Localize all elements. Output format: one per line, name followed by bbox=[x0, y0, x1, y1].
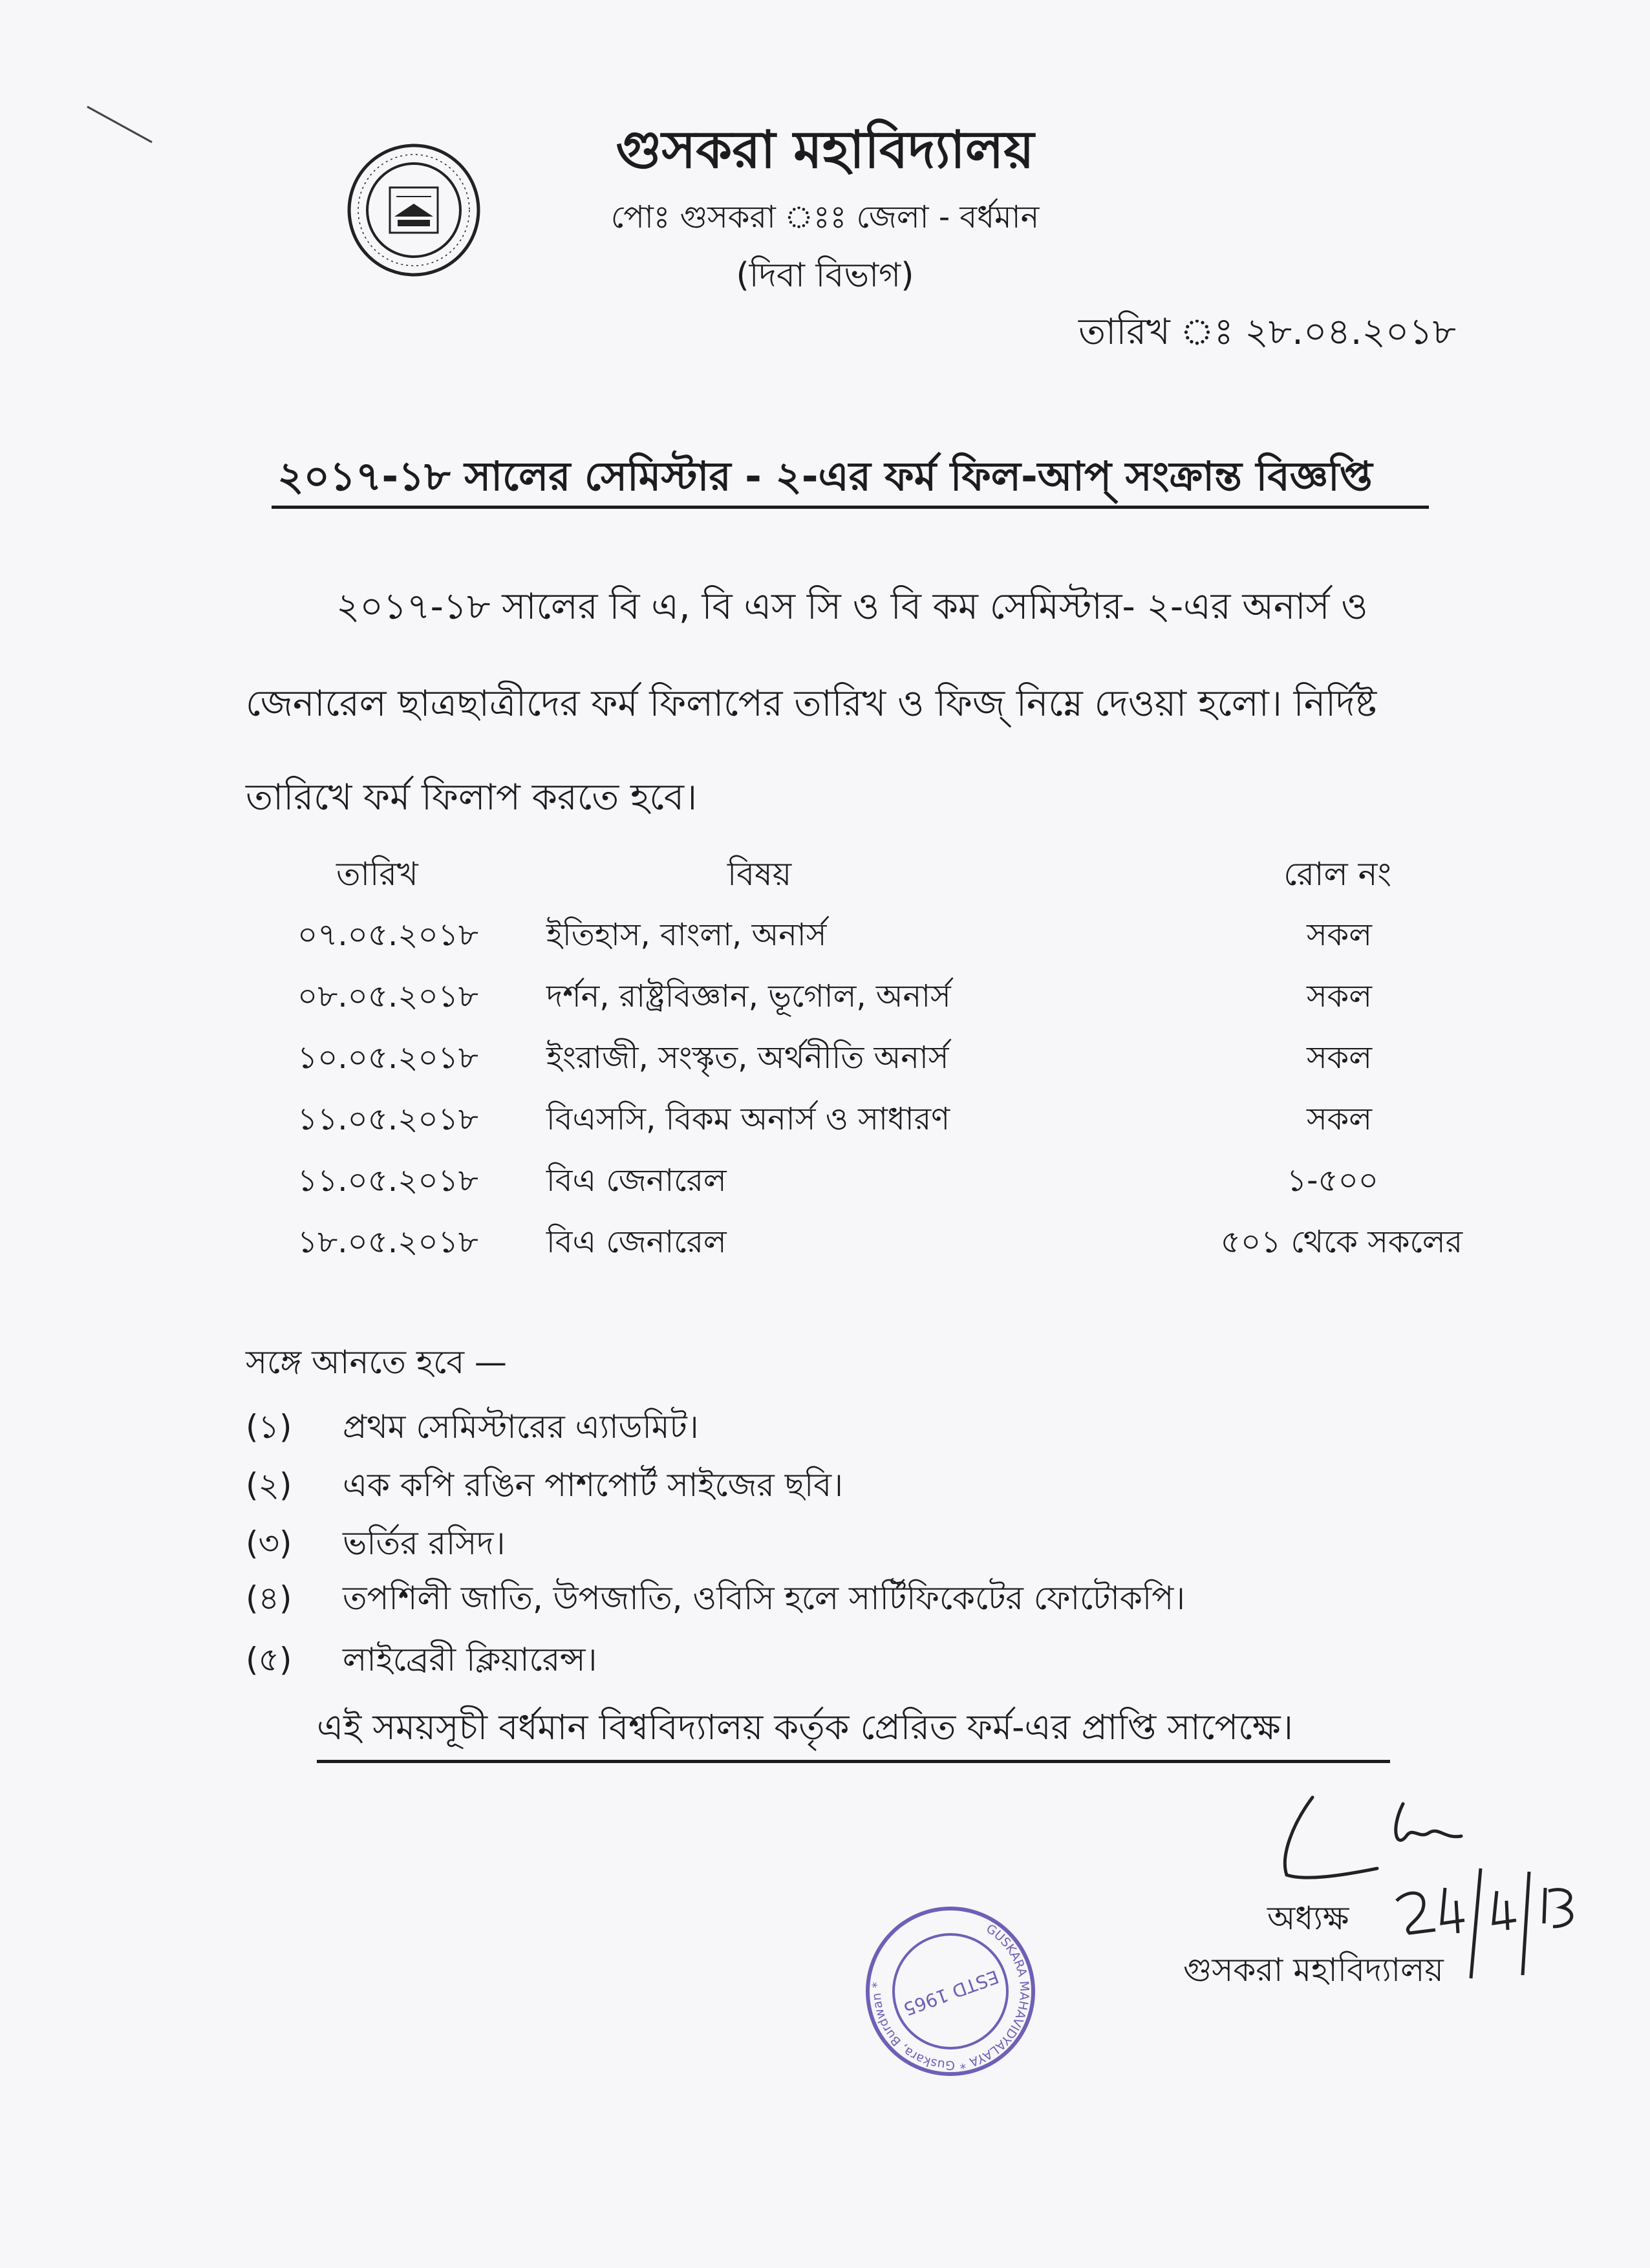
schedule-row-6-date: ১৮.০৫.২০১৮ bbox=[297, 1224, 478, 1260]
footnote-underline bbox=[317, 1760, 1390, 1763]
bring-heading: সঙ্গে আনতে হবে — bbox=[246, 1343, 507, 1381]
schedule-row-3-roll: সকল bbox=[1306, 1040, 1372, 1076]
bring-item-3-number: (৩) bbox=[246, 1524, 292, 1562]
schedule-row-3-date: ১০.০৫.২০১৮ bbox=[297, 1040, 478, 1076]
bring-item-4-text: তপশিলী জাতি, উপজাতি, ওবিসি হলে সার্টিফিকেটের ফোটোকপি। bbox=[343, 1579, 1186, 1617]
schedule-row-6-roll: ৫০১ থেকে সকলের bbox=[1220, 1224, 1462, 1260]
schedule-row-6-subject: বিএ জেনারেল bbox=[546, 1224, 727, 1260]
stamp-ring-text: GUSKARA MAHAVIDYALAYA * Guskara, Burdwan * bbox=[869, 1921, 1032, 2073]
college-name: গুসকরা মহাবিদ্যালয় bbox=[616, 120, 1034, 180]
college-shift: (দিবা বিভাগ) bbox=[736, 256, 914, 295]
schedule-row-2-subject: দর্শন, রাষ্ট্রবিজ্ঞান, ভূগোল, অনার্স bbox=[546, 978, 951, 1014]
stamp-center-text: ESTD 1965 bbox=[900, 1965, 1002, 2020]
schedule-row-2-roll: সকল bbox=[1306, 978, 1372, 1014]
notice-paragraph-line-1: ২০১৭-১৮ সালের বি এ, বি এস সি ও বি কম সেমিস্টার- ২-এর অনার্স ও bbox=[336, 586, 1368, 628]
schedule-row-5-roll: ১-৫০০ bbox=[1286, 1162, 1378, 1199]
schedule-row-4-subject: বিএসসি, বিকম অনার্স ও সাধারণ bbox=[546, 1101, 950, 1137]
schedule-row-3-subject: ইংরাজী, সংস্কৃত, অর্থনীতি অনার্স bbox=[546, 1040, 949, 1076]
bring-item-3-text: ভর্তির রসিদ। bbox=[343, 1524, 506, 1562]
schedule-row-5-date: ১১.০৫.২০১৮ bbox=[297, 1162, 478, 1199]
bring-item-2-text: এক কপি রঙিন পাশপোর্ট সাইজের ছবি। bbox=[343, 1466, 844, 1504]
schedule-footnote: এই সময়সূচী বর্ধমান বিশ্ববিদ্যালয় কর্তৃক প্রেরিত ফর্ম-এর প্রাপ্তি সাপেক্ষে। bbox=[317, 1707, 1293, 1748]
notice-title: ২০১৭-১৮ সালের সেমিস্টার - ২-এর ফর্ম ফিল-আপ্ সংক্রান্ত বিজ্ঞপ্তি bbox=[277, 453, 1373, 500]
schedule-row-1-subject: ইতিহাস, বাংলা, অনার্স bbox=[546, 917, 827, 953]
bring-item-2-number: (২) bbox=[246, 1466, 292, 1504]
schedule-row-4-date: ১১.০৫.২০১৮ bbox=[297, 1101, 478, 1137]
notice-date: তারিখ ঃ ২৮.০৪.২০১৮ bbox=[1078, 311, 1456, 353]
bring-item-5-text: লাইব্রেরী ক্লিয়ারেন্স। bbox=[343, 1641, 597, 1678]
schedule-row-2-date: ০৮.০৫.২০১৮ bbox=[297, 978, 478, 1014]
college-address: পোঃ গুসকরা ঃঃ জেলা - বর্ধমান bbox=[610, 199, 1040, 235]
schedule-row-4-roll: সকল bbox=[1306, 1101, 1372, 1137]
title-underline bbox=[272, 506, 1429, 509]
schedule-header-date: তারিখ bbox=[336, 855, 418, 893]
bring-item-1-text: প্রথম সেমিস্টারের এ্যাডমিট। bbox=[343, 1408, 699, 1446]
notice-paragraph-line-3: তারিখে ফর্ম ফিলাপ করতে হবে। bbox=[246, 776, 698, 818]
official-stamp bbox=[863, 1904, 1038, 2079]
schedule-header-subject: বিষয় bbox=[727, 855, 792, 893]
principal-title: অধ্যক্ষ bbox=[1267, 1899, 1349, 1937]
schedule-row-1-date: ০৭.০৫.২০১৮ bbox=[297, 917, 479, 953]
bring-item-5-number: (৫) bbox=[246, 1641, 292, 1678]
signature-college-name: গুসকরা মহাবিদ্যালয় bbox=[1183, 1951, 1444, 1989]
schedule-row-5-subject: বিএ জেনারেল bbox=[546, 1162, 727, 1199]
schedule-header-roll: রোল নং bbox=[1283, 855, 1391, 893]
bring-item-4-number: (৪) bbox=[246, 1579, 292, 1617]
schedule-row-1-roll: সকল bbox=[1306, 917, 1372, 953]
notice-paragraph-line-2: জেনারেল ছাত্রছাত্রীদের ফর্ম ফিলাপের তারিখ ও ফিজ্ নিম্নে দেওয়া হলো। নির্দিষ্ট bbox=[246, 683, 1377, 725]
bring-item-1-number: (১) bbox=[246, 1408, 292, 1446]
